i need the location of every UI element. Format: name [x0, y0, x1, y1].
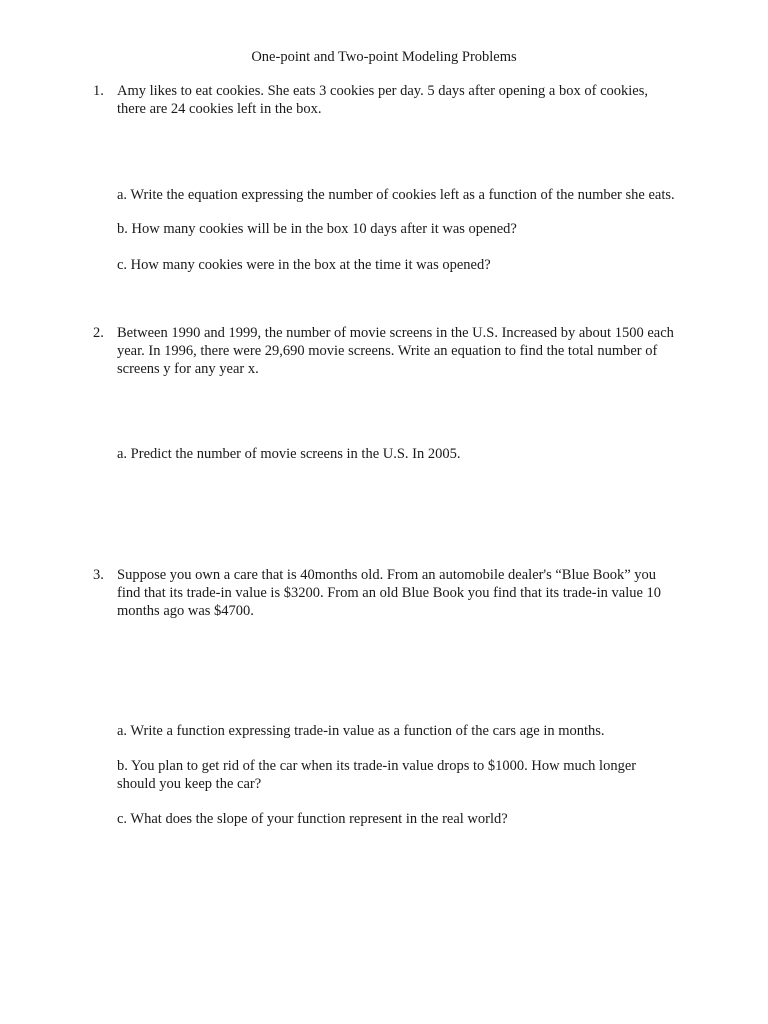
problem-1 [93, 82, 713, 122]
problem-statement: Amy likes to eat cookies. She eats 3 cookies per day. 5 days after opening a box of cookies, there are 24 cookies left in the box. [117, 83, 648, 117]
problem-2-part-a: a. Predict the number of movie screens in the U.S. In 2005. [117, 446, 461, 462]
problem-2 [93, 324, 713, 380]
problem-3-part-a: a. Write a function expressing trade-in value as a function of the cars age in months. [117, 723, 605, 739]
problem-1-part-c: c. How many cookies were in the box at the time it was opened? [117, 257, 491, 273]
problem-number: 1. [93, 83, 104, 99]
problem-3-part-c: c. What does the slope of your function represent in the real world? [117, 811, 508, 827]
problem-3 [93, 566, 713, 622]
problem-statement: Between 1990 and 1999, the number of movie screens in the U.S. Increased by about 1500 each year. In 1996, there were 29,690 movie screens. Write an equation to find the total number of screens y for any year x. [117, 325, 674, 377]
problem-1-part-b: b. How many cookies will be in the box 10 days after it was opened? [117, 221, 517, 237]
problem-3-part-b: b. You plan to get rid of the car when its trade-in value drops to $1000. How much longer should you keep the car? [117, 758, 637, 792]
problem-statement: Suppose you own a care that is 40months old. From an automobile dealer's “Blue Book” you find that its trade-in value is $3200. From an old Blue Book you find that its trade-in value 10 months ago was $4700. [117, 567, 662, 619]
problem-number: 3. [93, 567, 104, 583]
problem-1-part-a: a. Write the equation expressing the number of cookies left as a function of the number she eats. [117, 187, 675, 203]
page-title: One-point and Two-point Modeling Problems [251, 49, 517, 65]
problem-number: 2. [93, 325, 104, 341]
